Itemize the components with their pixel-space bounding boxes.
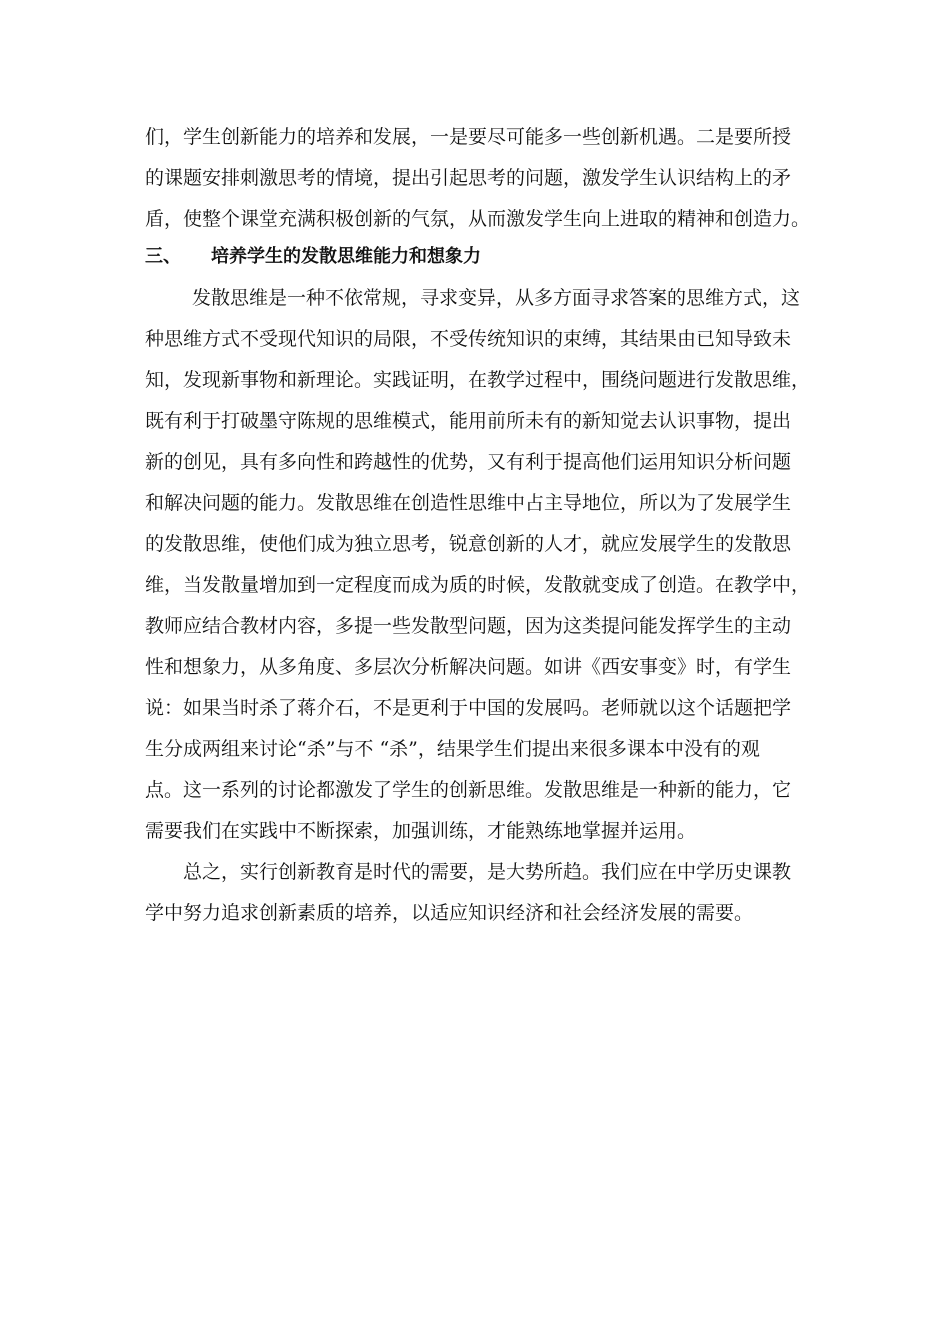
- section-number: 三、: [145, 246, 181, 267]
- intro-line: 盾，使整个课堂充满积极创新的气氛，从而激发学生向上进取的精神和创造力。: [145, 208, 811, 230]
- paragraph-line: 和解决问题的能力。发散思维在创造性思维中占主导地位，所以为了发展学生: [145, 492, 792, 514]
- paragraph-first-line: 发散思维是一种不依常规，寻求变异，从多方面寻求答案的思维方式，这: [192, 287, 801, 309]
- section-heading: [145, 245, 481, 269]
- paragraph-line: 需要我们在实践中不断探索，加强训练，才能熟练地掌握并运用。: [145, 820, 697, 842]
- intro-line: 们，学生创新能力的培养和发展，一是要尽可能多一些创新机遇。二是要所授: [145, 126, 792, 148]
- paragraph-line: 的发散思维，使他们成为独立思考，锐意创新的人才，就应发展学生的发散思: [145, 533, 792, 555]
- paragraph-line: 说：如果当时杀了蒋介石，不是更利于中国的发展吗。老师就以这个话题把学: [145, 697, 792, 719]
- conclusion-line: 学中努力追求创新素质的培养，以适应知识经济和社会经济发展的需要。: [145, 902, 754, 924]
- paragraph-line: 新的创见，具有多向性和跨越性的优势，又有利于提高他们运用知识分析问题: [145, 451, 792, 473]
- paragraph-line: 性和想象力，从多角度、多层次分析解决问题。如讲《西安事变》时，有学生: [145, 656, 792, 678]
- intro-line: 的课题安排刺激思考的情境，提出引起思考的问题，激发学生认识结构上的矛: [145, 167, 792, 189]
- paragraph-line: 既有利于打破墨守陈规的思维模式，能用前所未有的新知觉去认识事物，提出: [145, 410, 792, 432]
- paragraph-line: 点。这一系列的讨论都激发了学生的创新思维。发散思维是一种新的能力，它: [145, 779, 792, 801]
- section-title: 培养学生的发散思维能力和想象力: [211, 246, 481, 267]
- paragraph-line: 维，当发散量增加到一定程度而成为质的时候，发散就变成了创造。在教学中，: [145, 574, 811, 596]
- conclusion-first-line: 总之，实行创新教育是时代的需要，是大势所趋。我们应在中学历史课教: [183, 861, 792, 883]
- paragraph-line: 知，发现新事物和新理论。实践证明，在教学过程中，围绕问题进行发散思维，: [145, 369, 811, 391]
- paragraph-line: 生分成两组来讨论“杀”与不 “杀”，结果学生们提出来很多课本中没有的观: [145, 738, 760, 760]
- paragraph-line: 教师应结合教材内容，多提一些发散型问题，因为这类提问能发挥学生的主动: [145, 615, 792, 637]
- paragraph-line: 种思维方式不受现代知识的局限，不受传统知识的束缚，其结果由已知导致未: [145, 328, 792, 350]
